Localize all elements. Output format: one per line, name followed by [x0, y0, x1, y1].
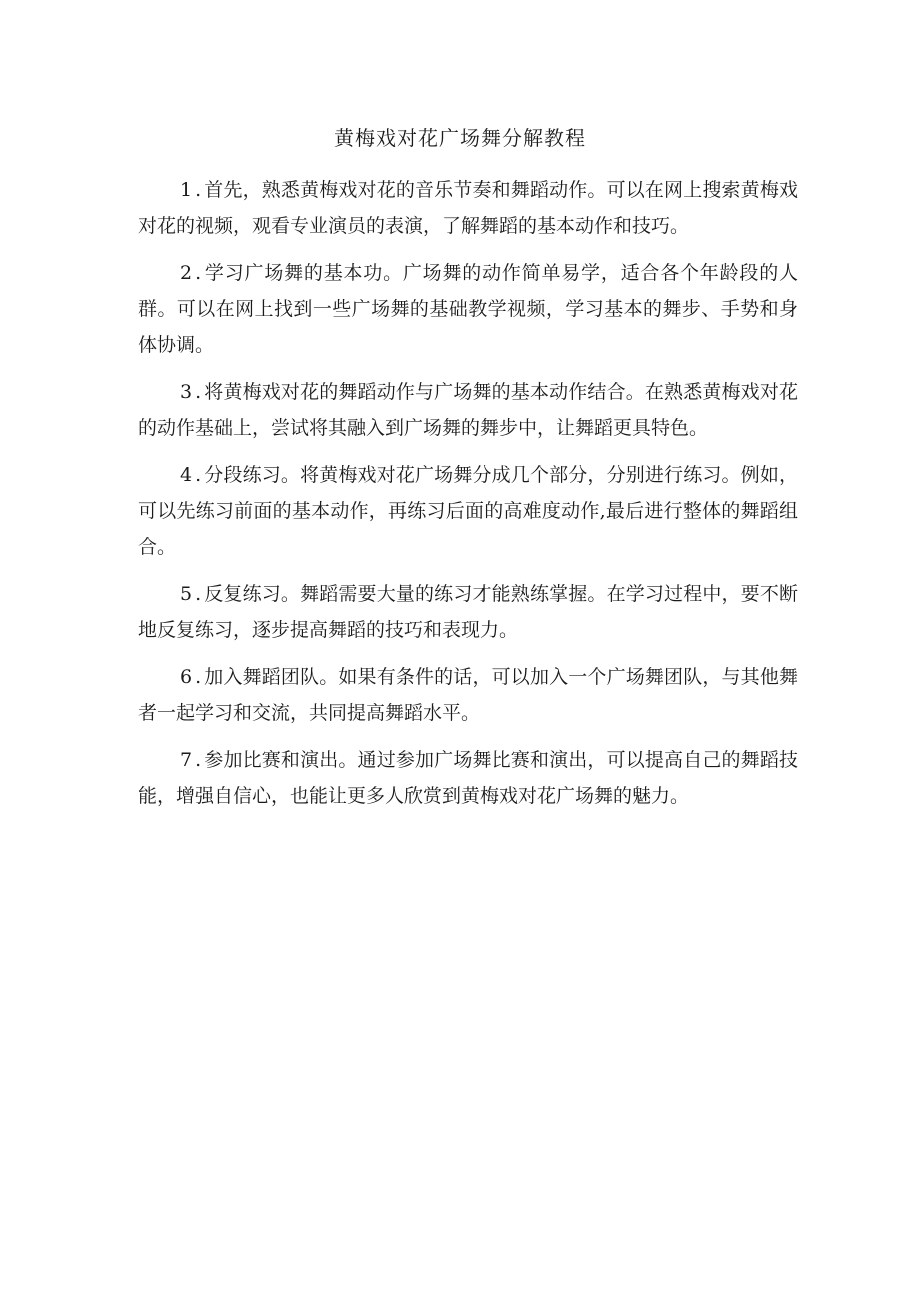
paragraph-text: 分段练习。将黄梅戏对花广场舞分成几个部分，分别进行练习。例如，可以先练习前面的基本动作，再练习后面的高难度动作,最后进行整体的舞蹈组合。 [138, 464, 798, 558]
paragraph-text: 加入舞蹈团队。如果有条件的话，可以加入一个广场舞团队，与其他舞者一起学习和交流，共同提高舞蹈水平。 [138, 666, 798, 724]
document-title: 黄梅戏对花广场舞分解教程 [334, 126, 586, 150]
paragraph-6 [138, 659, 798, 731]
paragraph-number: 2. [180, 262, 205, 284]
paragraph-number: 6. [180, 666, 205, 688]
paragraph-number: 5. [180, 583, 205, 605]
paragraph-number: 3. [180, 381, 205, 403]
paragraph-number: 4. [180, 464, 205, 486]
paragraph-number: 1. [180, 179, 205, 201]
paragraph-3 [138, 374, 798, 446]
paragraph-text: 反复练习。舞蹈需要大量的练习才能熟练掌握。在学习过程中，要不断地反复练习，逐步提高舞蹈的技巧和表现力。 [138, 583, 798, 641]
paragraph-7 [138, 742, 798, 814]
document-body [138, 172, 798, 825]
paragraph-text: 参加比赛和演出。通过参加广场舞比赛和演出，可以提高自己的舞蹈技能，增强自信心，也能让更多人欣赏到黄梅戏对花广场舞的魅力。 [138, 749, 798, 807]
paragraph-2 [138, 255, 798, 363]
paragraph-text: 学习广场舞的基本功。广场舞的动作简单易学，适合各个年龄段的人群。可以在网上找到一些广场舞的基础教学视频，学习基本的舞步、手势和身体协调。 [138, 262, 798, 356]
paragraph-5 [138, 576, 798, 648]
paragraph-4 [138, 457, 798, 565]
paragraph-number: 7. [180, 749, 205, 771]
paragraph-text: 将黄梅戏对花的舞蹈动作与广场舞的基本动作结合。在熟悉黄梅戏对花的动作基础上，尝试将其融入到广场舞的舞步中，让舞蹈更具特色。 [138, 381, 798, 439]
paragraph-1 [138, 172, 798, 244]
paragraph-text: 首先，熟悉黄梅戏对花的音乐节奏和舞蹈动作。可以在网上搜索黄梅戏对花的视频，观看专业演员的表演，了解舞蹈的基本动作和技巧。 [138, 179, 798, 237]
